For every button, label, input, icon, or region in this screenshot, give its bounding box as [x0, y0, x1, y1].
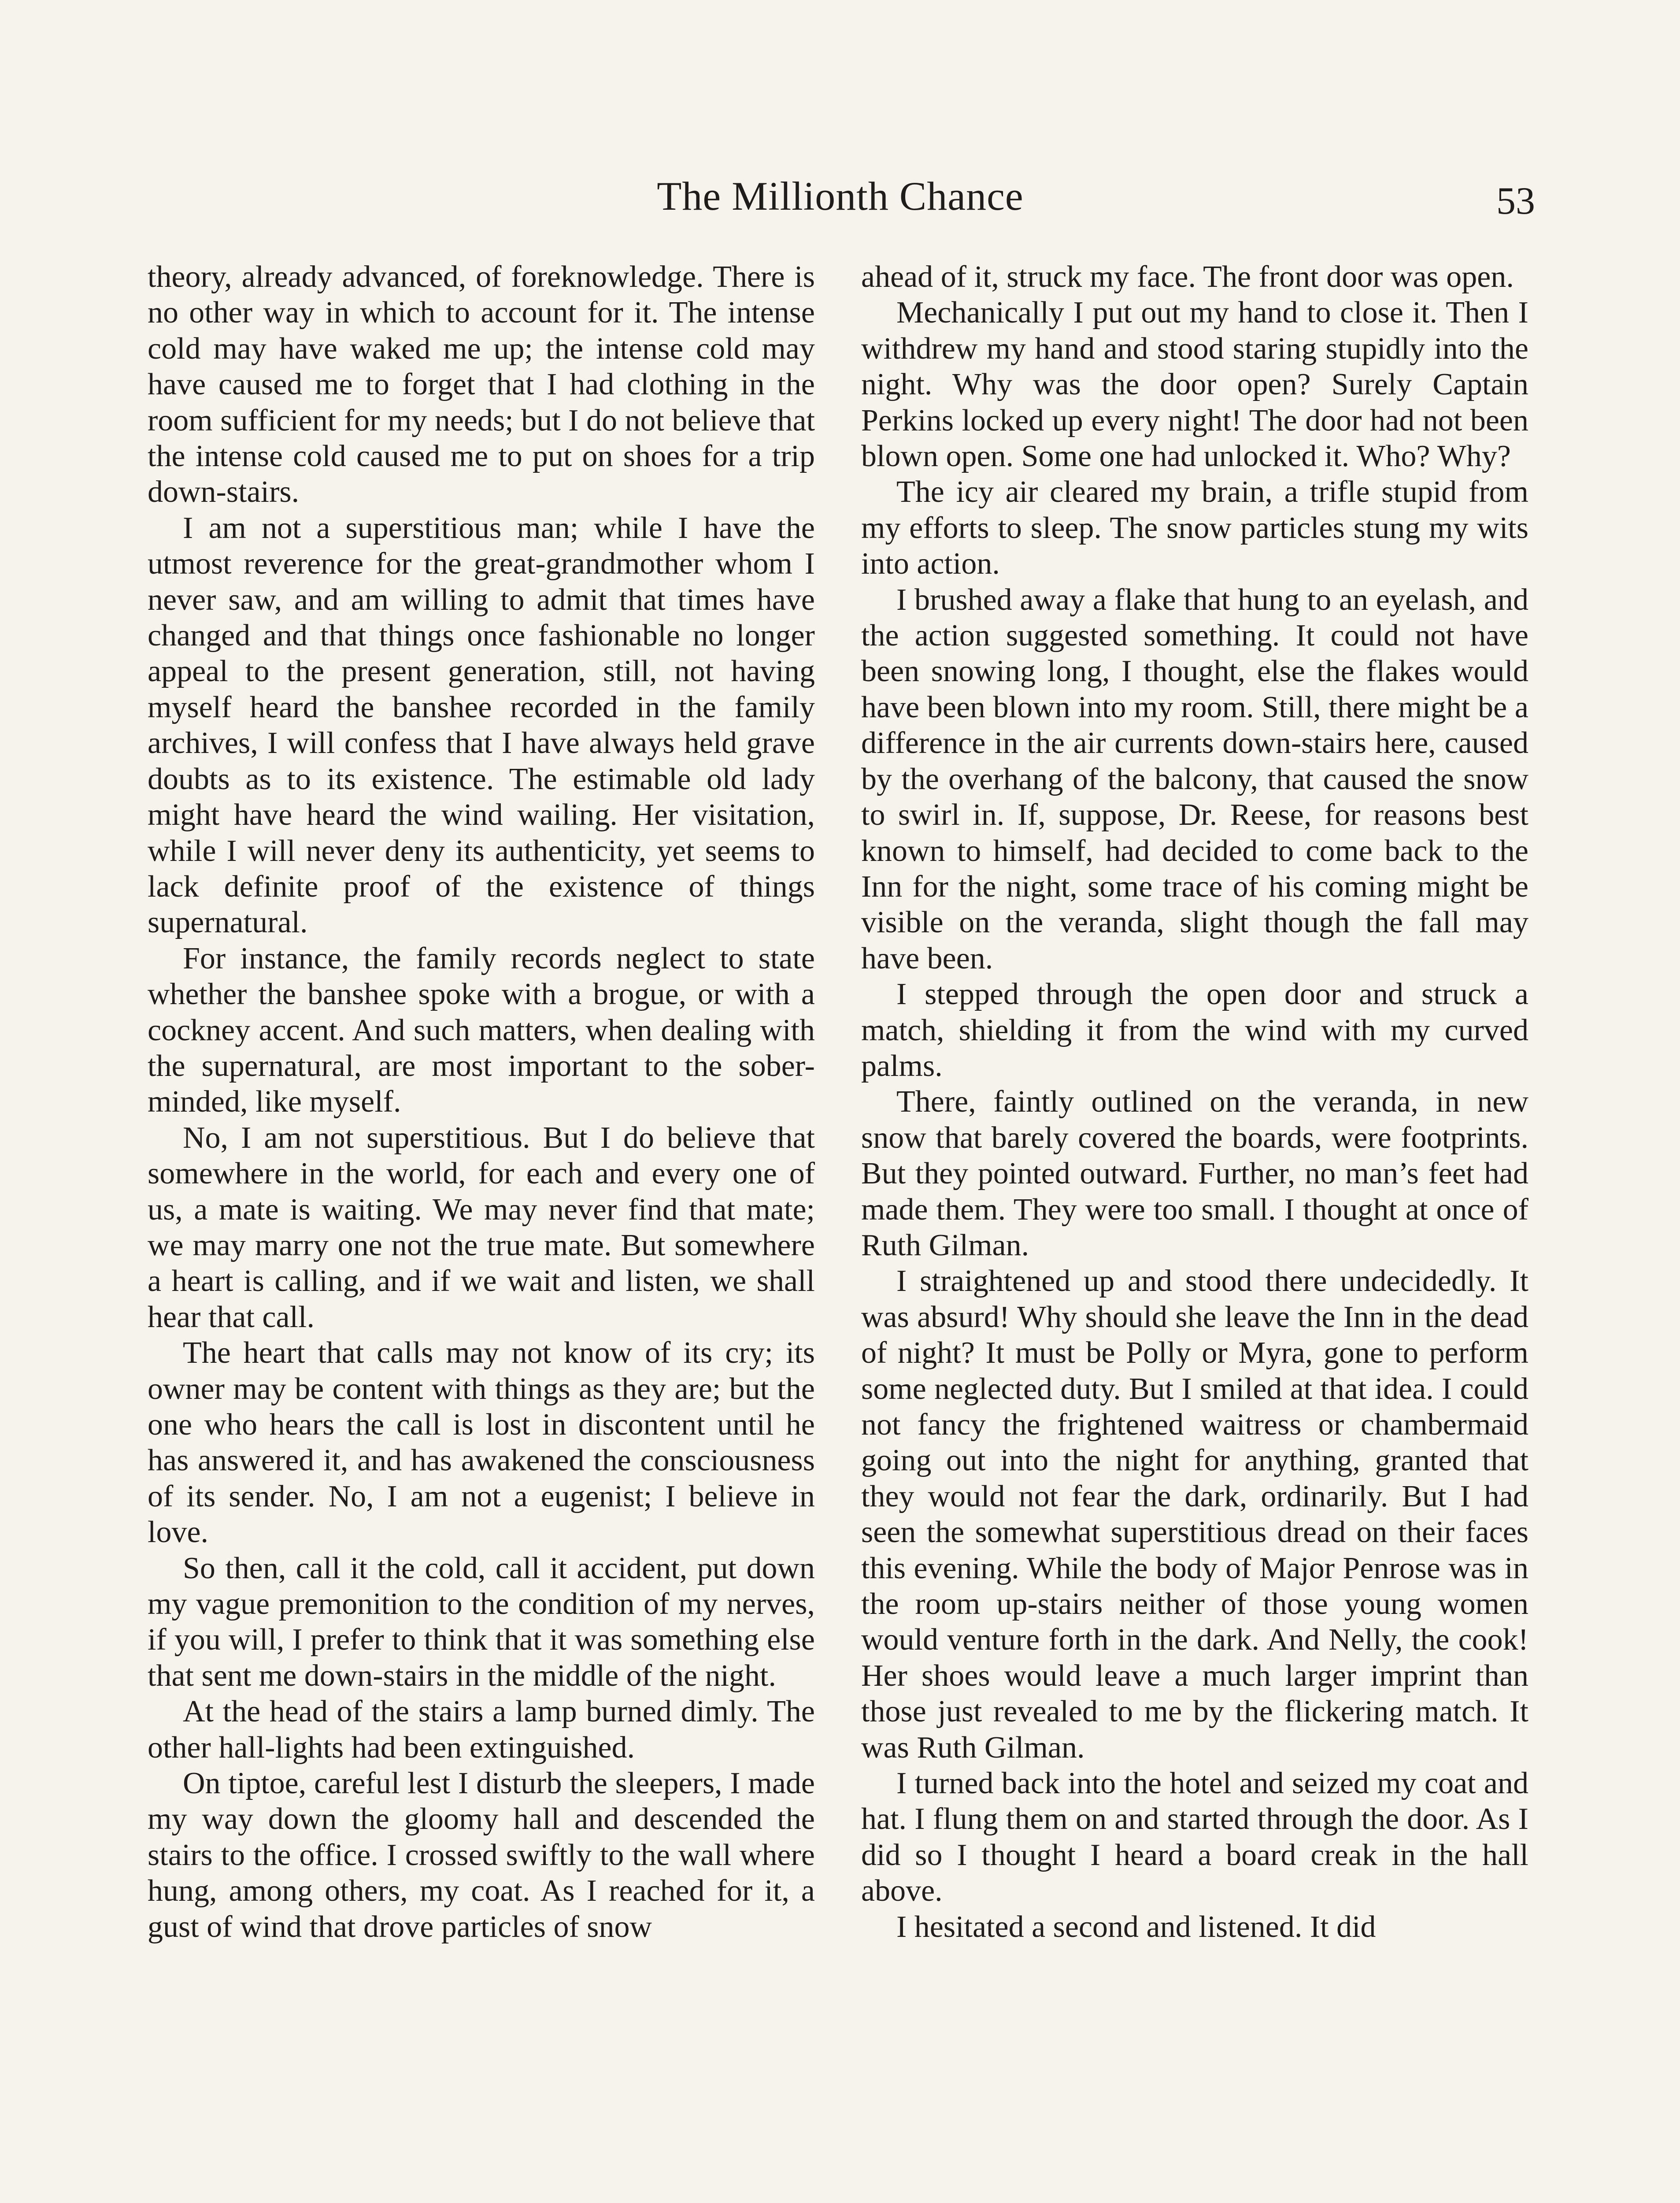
page-title: The Millionth Chance: [657, 174, 1024, 219]
left-column: [148, 259, 815, 1945]
paragraph: On tiptoe, careful lest I disturb the sleepers, I made my way down the gloomy hall and descended the stairs to the office. I crossed swiftly to the wall where hung, among others, my coat. As I reached for it, a gust of wind that drove particles of snow: [148, 1766, 815, 1944]
paragraph: There, faintly outlined on the veranda, in new snow that barely covered the boards, were footprints. But they pointed outward. Further, no man’s feet had made them. They were too small. I thought at once of Ruth Gilman.: [861, 1085, 1528, 1262]
paragraph: At the head of the stairs a lamp burned dimly. The other hall-lights had been extinguished.: [148, 1695, 815, 1765]
paragraph: So then, call it the cold, call it accident, put down my vague premonition to the condition of my nerves, if you will, I prefer to think that it was something else that sent me down-stairs in the middle of the night.: [148, 1551, 815, 1693]
paragraph: ahead of it, struck my face. The front door was open.: [861, 260, 1514, 294]
paragraph: For instance, the family records neglect to state whether the banshee spoke with a brogue, or with a cockney accent. And such matters, when dealing with the supernatural, are most important to the sober-minded, like myself.: [148, 941, 815, 1119]
page-number: 53: [1496, 180, 1535, 223]
paragraph: I am not a superstitious man; while I have the utmost reverence for the great-grandmother whom I never saw, and am willing to admit that times have changed and that things once fashionable no longer appeal to the present generation, still, not having myself heard the banshee recorded in the family archives, I will confess that I have always held grave doubts as to its existence. The estimable old lady might have heard the wind wailing. Her visitation, while I will never deny its authenticity, yet seems to lack definite proof of the existence of things supernatural.: [148, 511, 815, 940]
paragraph: I hesitated a second and listened. It did: [896, 1910, 1376, 1944]
paragraph: No, I am not superstitious. But I do believe that somewhere in the world, for each and every one of us, a mate is waiting. We may never find that mate; we may marry one not the true mate. But somewhere a heart is calling, and if we wait and listen, we shall hear that call.: [148, 1120, 815, 1334]
paragraph: The icy air cleared my brain, a trifle stupid from my efforts to sleep. The snow particles stung my wits into action.: [861, 475, 1528, 581]
right-column: [861, 259, 1528, 1945]
paragraph: I straightened up and stood there undecidedly. It was absurd! Why should she leave the Inn in the dead of night? It must be Polly or Myra, gone to perform some neglected duty. But I smiled at that idea. I could not fancy the frightened waitress or chambermaid going out into the night for anything, granted that they would not fear the dark, ordinarily. But I had seen the somewhat superstitious dread on their faces this evening. While the body of Major Penrose was in the room up-stairs neither of those young women would venture forth in the dark. And Nelly, the cook! Her shoes would leave a much larger imprint than those just revealed to me by the flickering match. It was Ruth Gilman.: [861, 1264, 1528, 1765]
paragraph: I turned back into the hotel and seized my coat and hat. I flung them on and started through the door. As I did so I thought I heard a board creak in the hall above.: [861, 1766, 1528, 1908]
paragraph: theory, already advanced, of foreknowledge. There is no other way in which to account for it. The intense cold may have waked me up; the intense cold may have caused me to forget that I had clothing in the room sufficient for my needs; but I do not believe that the intense cold caused me to put on shoes for a trip down-stairs.: [148, 260, 815, 509]
paragraph: I brushed away a flake that hung to an eyelash, and the action suggested something. It could not have been snowing long, I thought, else the flakes would have been blown into my room. Still, there might be a difference in the air currents down-stairs here, caused by the overhang of the balcony, that caused the snow to swirl in. If, suppose, Dr. Reese, for reasons best known to himself, had decided to come back to the Inn for the night, some trace of his coming might be visible on the veranda, slight though the fall may have been.: [861, 582, 1528, 975]
paragraph: The heart that calls may not know of its cry; its owner may be content with things as they are; but the one who hears the call is lost in discontent until he has answered it, and has awakened the consciousness of its sender. No, I am not a eugenist; I believe in love.: [148, 1336, 815, 1550]
paragraph: Mechanically I put out my hand to close it. Then I withdrew my hand and stood staring stupidly into the night. Why was the door open? Surely Captain Perkins locked up every night! The door had not been blown open. Some one had unlocked it. Who? Why?: [861, 296, 1528, 474]
running-head: [145, 170, 1535, 231]
paragraph: I stepped through the open door and struck a match, shielding it from the wind with my curved palms.: [861, 977, 1528, 1083]
